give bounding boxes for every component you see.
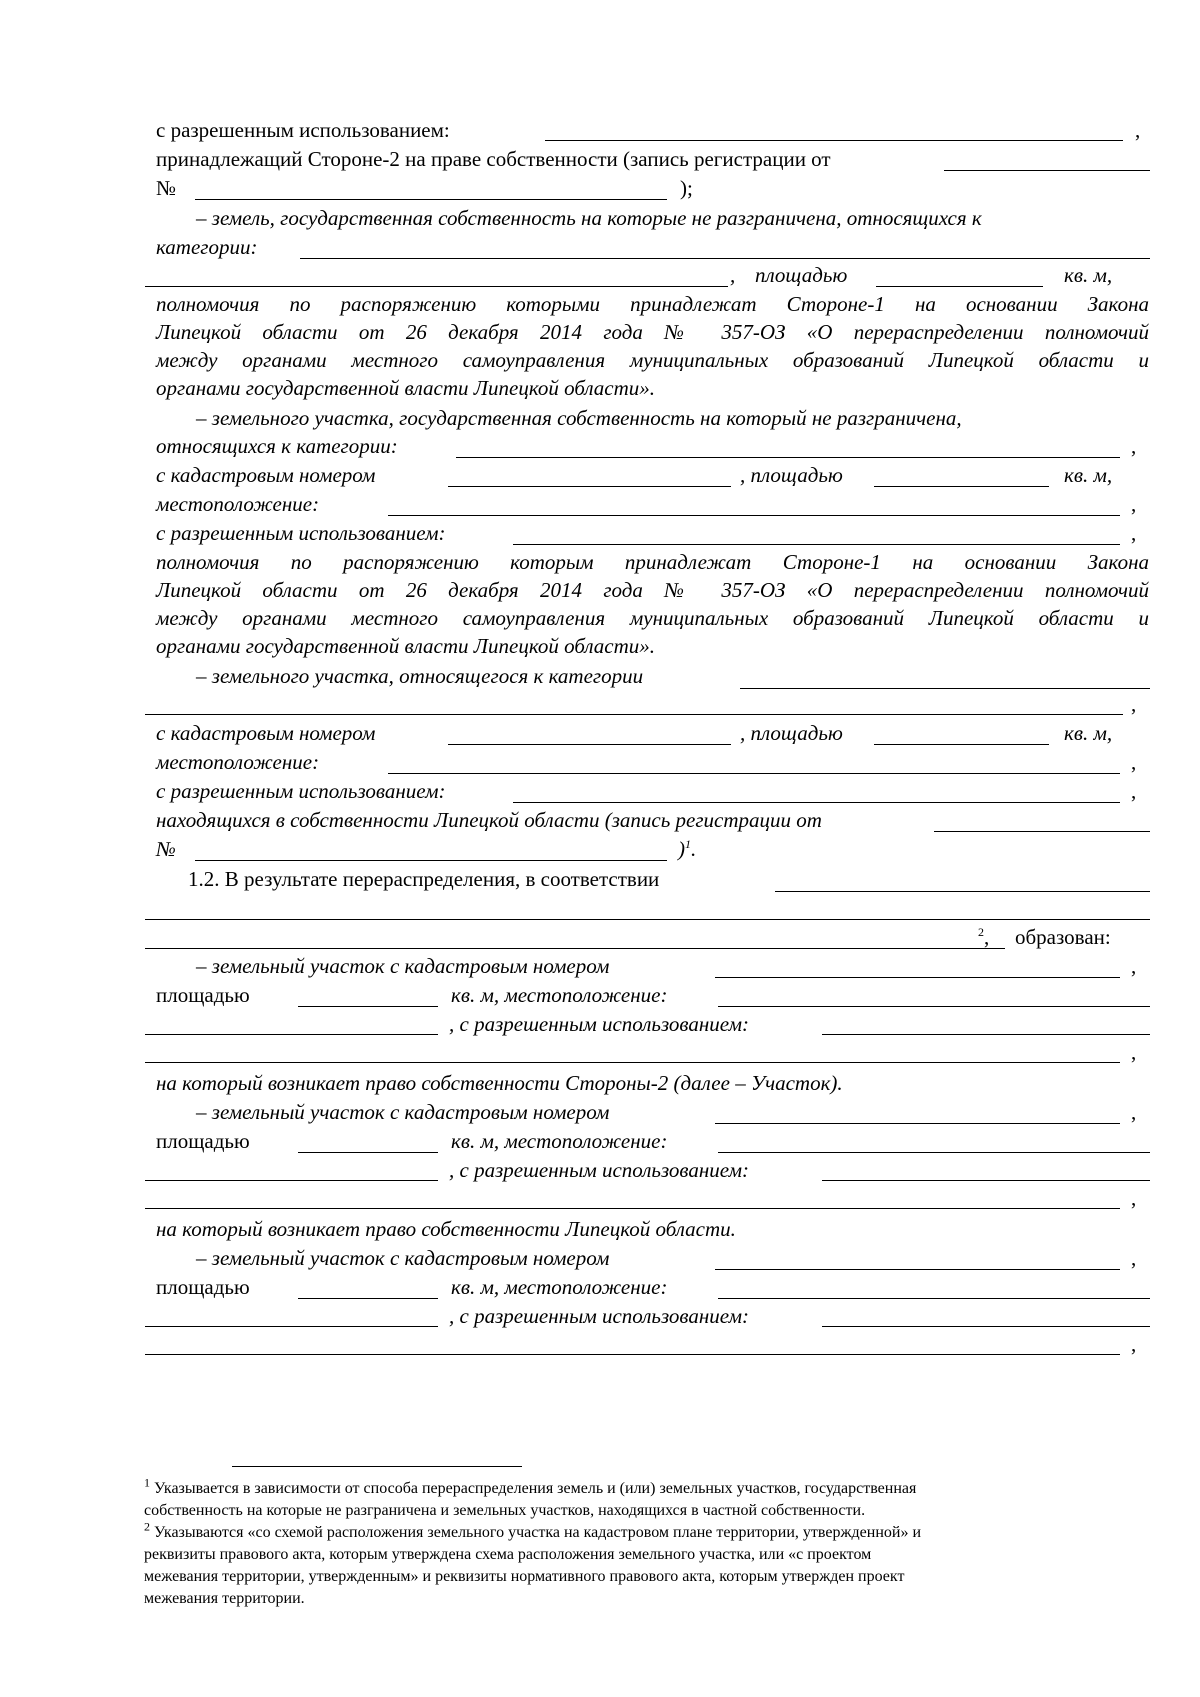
category-field-continued[interactable]: [145, 714, 1123, 715]
plot-3-permitted-use-field[interactable]: [822, 1326, 1150, 1327]
footnote-2-line-4: межевания территории.: [144, 1590, 305, 1607]
footnote-ref-2: $^2$,: [978, 925, 990, 949]
plot-2-area-field[interactable]: [298, 1152, 438, 1153]
category-field[interactable]: [300, 258, 1150, 259]
section-1-2-text: 1.2. В результате перераспределения, в соответствии: [188, 867, 660, 891]
plot-3-location-label: кв. м, местоположение:: [451, 1275, 668, 1299]
category-field[interactable]: [456, 457, 1120, 458]
footnote-2-line-3: межевания территории, утвержденным» и реквизиты нормативного правового акта, которым утвержден проект: [144, 1568, 905, 1585]
closing-bracket: );: [680, 176, 693, 200]
category-field-continued[interactable]: [145, 286, 728, 287]
plot-1-permitted-use-label: , с разрешенным использованием:: [449, 1012, 749, 1036]
basis-field-continued[interactable]: [145, 919, 1150, 920]
plot-2-location-label: кв. м, местоположение:: [451, 1129, 668, 1153]
comma: ,: [1131, 1332, 1137, 1356]
footnote-2-line-1: $^2$ Указываются «со схемой расположения земельного участка на кадастровом плане территории, утвержденной» и: [144, 1519, 922, 1541]
powers-line-4: органами государственной власти Липецкой области».: [156, 376, 656, 400]
registration-date-field[interactable]: [944, 170, 1150, 171]
plot-1-area-label: площадью: [156, 983, 250, 1007]
area-label: , площадью: [740, 721, 843, 745]
plot-2-permitted-use-field-continued[interactable]: [145, 1208, 1120, 1209]
sqm-label: кв. м,: [1064, 463, 1113, 487]
powers-line-1: полномочия по распоряжению которым принадлежат Стороне-1 на основании Закона: [156, 550, 1149, 574]
plot-3-area-label: площадью: [156, 1275, 250, 1299]
comma: ,: [1131, 692, 1137, 716]
number-sign: №: [156, 837, 176, 861]
area-label: площадью: [755, 263, 848, 287]
permitted-use-label: с разрешенным использованием:: [156, 779, 446, 803]
closing-bracket: )$^1$.: [678, 837, 697, 861]
registration-number-field[interactable]: [195, 860, 667, 861]
plot-1-cadastral-field[interactable]: [715, 977, 1120, 978]
registration-date-field[interactable]: [934, 831, 1150, 832]
comma: ,: [1131, 750, 1137, 774]
sqm-label: кв. м,: [1064, 263, 1113, 287]
registration-number-field[interactable]: [195, 199, 667, 200]
plot-3-location-field[interactable]: [718, 1298, 1150, 1299]
cadastral-label: с кадастровым номером: [156, 463, 376, 487]
formed-label: образован:: [1015, 925, 1111, 949]
basis-field-continued[interactable]: [145, 948, 1005, 949]
number-sign: №: [156, 176, 177, 200]
footnote-1-line-1: $^1$ Указывается в зависимости от способа перераспределения земель и (или) земельных участков, государственная: [144, 1475, 917, 1497]
powers-line-2: Липецкой области от 26 декабря 2014 года № 357-ОЗ «О перераспределении полномочий: [156, 320, 1149, 344]
comma: ,: [1131, 521, 1137, 545]
plot-1-permitted-use-field[interactable]: [822, 1034, 1150, 1035]
comma: ,: [1135, 118, 1141, 142]
category-field[interactable]: [740, 688, 1150, 689]
plot-1-area-field[interactable]: [298, 1006, 438, 1007]
powers-line-3: между органами местного самоуправления муниципальных образований Липецкой области и: [156, 348, 1149, 372]
area-field[interactable]: [874, 486, 1049, 487]
area-label: , площадью: [740, 463, 843, 487]
category-label: относящихся к категории:: [156, 434, 398, 458]
location-label: местоположение:: [156, 492, 320, 516]
comma: ,: [730, 263, 736, 287]
plot-2-ownership-text: на который возникает право собственности Липецкой области.: [156, 1217, 736, 1241]
footnote-2-line-2: реквизиты правового акта, которым утверждена схема расположения земельного участка, или «с проектом: [144, 1546, 872, 1563]
plot-undelimited-lead: – земельного участка, государственная собственность на который не разграничена,: [196, 406, 962, 430]
footnote-ref-1[interactable]: 1: [685, 837, 691, 851]
plot-1-ownership-text: на который возникает право собственности Стороны-2 (далее – Участок).: [156, 1071, 843, 1095]
location-label: местоположение:: [156, 750, 320, 774]
footnote-1-line-2: собственность на которые не разграничена и земельных участков, находящихся в частной собственности.: [144, 1502, 866, 1519]
permitted-use-field[interactable]: [545, 140, 1123, 141]
powers-line-3: между органами местного самоуправления муниципальных образований Липецкой области и: [156, 606, 1149, 630]
comma: ,: [1131, 1100, 1137, 1124]
footnote-separator: [232, 1466, 522, 1467]
comma: ,: [1131, 492, 1137, 516]
powers-line-1: полномочия по распоряжению которыми принадлежат Стороне-1 на основании Закона: [156, 292, 1149, 316]
permitted-use-label: с разрешенным использованием:: [156, 118, 450, 142]
location-field[interactable]: [388, 773, 1120, 774]
basis-field[interactable]: [775, 891, 1150, 892]
plot-2-permitted-use-label: , с разрешенным использованием:: [449, 1158, 749, 1182]
comma: ,: [1131, 954, 1137, 978]
plot-1-location-label: кв. м, местоположение:: [451, 983, 668, 1007]
plot-1-permitted-use-field-continued[interactable]: [145, 1062, 1120, 1063]
permitted-use-field[interactable]: [513, 544, 1120, 545]
plot-2-cadastral-field[interactable]: [715, 1123, 1120, 1124]
category-label: категории:: [156, 235, 258, 259]
plot-3-cadastral-field[interactable]: [715, 1269, 1120, 1270]
plot-2-location-field-continued[interactable]: [145, 1180, 438, 1181]
plot-1-location-field-continued[interactable]: [145, 1034, 438, 1035]
plot-3-lead: – земельный участок с кадастровым номером: [196, 1246, 610, 1270]
comma: ,: [1131, 434, 1137, 458]
plot-category-lead: – земельного участка, относящегося к категории: [196, 664, 644, 688]
comma: ,: [1131, 1246, 1137, 1270]
sqm-label: кв. м,: [1064, 721, 1113, 745]
cadastral-number-field[interactable]: [448, 486, 731, 487]
plot-2-location-field[interactable]: [718, 1152, 1150, 1153]
plot-3-location-field-continued[interactable]: [145, 1326, 438, 1327]
plot-1-lead: – земельный участок с кадастровым номером: [196, 954, 610, 978]
plot-1-location-field[interactable]: [718, 1006, 1150, 1007]
plot-3-permitted-use-field-continued[interactable]: [145, 1354, 1120, 1355]
permitted-use-field[interactable]: [513, 802, 1120, 803]
lands-lead-text: – земель, государственная собственность на которые не разграничена, относящихся к: [196, 206, 982, 230]
ownership-party2-label: принадлежащий Стороне-2 на праве собственности (запись регистрации от: [156, 147, 831, 171]
plot-3-area-field[interactable]: [298, 1298, 438, 1299]
plot-2-lead: – земельный участок с кадастровым номером: [196, 1100, 610, 1124]
powers-line-2: Липецкой области от 26 декабря 2014 года № 357-ОЗ «О перераспределении полномочий: [156, 578, 1149, 602]
plot-2-permitted-use-field[interactable]: [822, 1180, 1150, 1181]
permitted-use-label: с разрешенным использованием:: [156, 521, 446, 545]
comma: ,: [1131, 1186, 1137, 1210]
powers-line-4: органами государственной власти Липецкой области».: [156, 634, 656, 658]
cadastral-number-field[interactable]: [448, 744, 731, 745]
ownership-region-label: находящихся в собственности Липецкой области (запись регистрации от: [156, 808, 822, 832]
comma: ,: [1131, 1040, 1137, 1064]
location-field[interactable]: [388, 515, 1120, 516]
area-field[interactable]: [874, 744, 1049, 745]
comma: ,: [1131, 779, 1137, 803]
plot-3-permitted-use-label: , с разрешенным использованием:: [449, 1304, 749, 1328]
area-field[interactable]: [876, 286, 1043, 287]
plot-2-area-label: площадью: [156, 1129, 250, 1153]
cadastral-label: с кадастровым номером: [156, 721, 376, 745]
